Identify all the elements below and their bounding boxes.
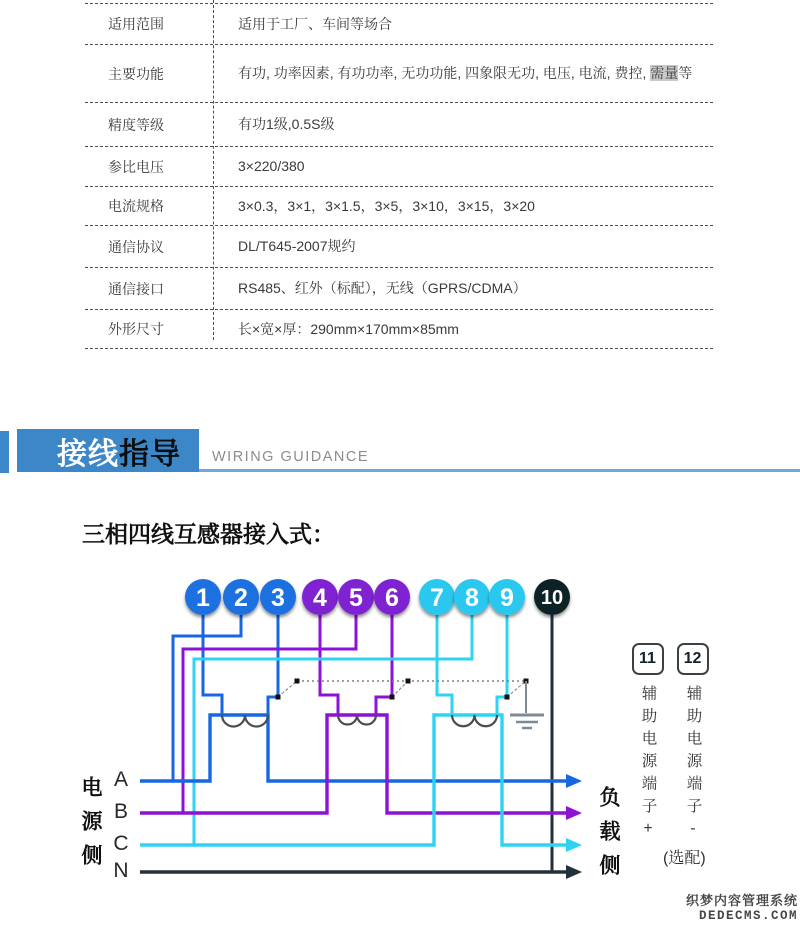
spec-row-value: 3×220/380 (238, 158, 305, 174)
terminal-number: 8 (465, 584, 479, 612)
wire-terminal-6 (376, 615, 392, 715)
phase-label-a: A (113, 768, 128, 791)
terminal-circles (185, 579, 570, 615)
spec-row (85, 147, 713, 187)
spec-table-column-divider (213, 0, 214, 340)
spec-row-value: DL/T645-2007规约 (238, 238, 356, 254)
spec-row-label: 参比电压 (108, 158, 164, 175)
wire-terminal-3 (268, 615, 278, 715)
source-side-label: 电源侧 (79, 776, 102, 878)
header-accent-bar (0, 431, 9, 473)
spec-row (85, 4, 713, 45)
aux-terminals (625, 643, 715, 844)
terminal-number: 9 (500, 584, 514, 612)
terminal-number: 3 (271, 584, 285, 612)
load-side-label: 负载侧 (597, 786, 620, 888)
arrow-b (566, 806, 582, 820)
wire-terminal-7 (437, 615, 452, 715)
spec-row-label: 通信接口 (108, 280, 164, 297)
spec-row-value: RS485、红外（标配），无线（GPRS/CDMA） (238, 280, 527, 296)
spec-row-value: 有功1级,0.5S级 (238, 116, 335, 132)
terminal-number: 4 (313, 584, 327, 612)
spec-row (85, 226, 713, 268)
phase-label-n: N (113, 859, 129, 882)
terminal-number: 10 (540, 587, 564, 609)
aux-terminal-label: 辅助电源端子- (684, 685, 702, 844)
ct-coils (222, 715, 497, 727)
highlighted-text: 需量 (650, 65, 679, 81)
aux-terminal-number: 11 (632, 643, 664, 675)
link-diagonal-a (278, 681, 297, 697)
wire-terminal-4 (320, 615, 338, 715)
spec-row-label: 通信协议 (108, 238, 164, 255)
phase-label-b: B (113, 800, 128, 823)
section-subtitle: WIRING GUIDANCE (212, 449, 370, 465)
arrow-c (566, 838, 582, 852)
terminal-number: 5 (349, 584, 363, 612)
terminal-number: 1 (196, 584, 210, 612)
section-title-primary: 接线 (57, 437, 119, 471)
spec-row-value: 适用于工厂、车间等场合 (238, 15, 392, 32)
aux-terminal-label: 辅助电源端子+ (639, 685, 657, 844)
watermark-en: DEDECMS.COM (698, 909, 798, 923)
spec-table (85, 3, 713, 349)
spec-row-value: 长×宽×厚：290mm×170mm×85mm (238, 320, 459, 337)
spec-row-label: 电流规格 (108, 198, 164, 214)
header-underline (199, 469, 800, 472)
spec-row-value: 有功, 功率因素, 有功功率, 无功功能, 四象限无功, 电压, 电流, 费控, 需量等 (238, 65, 693, 81)
spec-row (85, 310, 713, 349)
phase-lines (140, 715, 582, 879)
ct-coil-a (222, 715, 268, 727)
optional-note: (选配) (663, 850, 706, 867)
wire-terminal-9 (497, 615, 507, 715)
spec-row (85, 268, 713, 310)
spec-row (85, 187, 713, 226)
phase-label-c: C (113, 832, 129, 855)
spec-row-label: 外形尺寸 (108, 321, 164, 337)
arrow-n (566, 865, 582, 879)
spec-row-value: 3×0.3，3×1，3×1.5，3×5，3×10，3×15，3×20 (238, 197, 535, 214)
spec-row-label: 精度等级 (108, 116, 164, 133)
spec-row-label: 适用范围 (108, 16, 164, 32)
spec-row-label: 主要功能 (108, 65, 164, 82)
terminal-number: 7 (430, 584, 444, 612)
aux-terminal-12 (670, 643, 715, 844)
spec-row (85, 103, 713, 147)
spec-row (85, 45, 713, 103)
aux-terminal-number: 12 (677, 643, 709, 675)
watermark-cn: 织梦内容管理系统 (685, 893, 798, 908)
section-title-secondary: 指导 (119, 437, 181, 471)
link-diagonal-c (507, 681, 526, 697)
diagram-title: 三相四线互感器接入式： (82, 521, 335, 547)
terminal-wires (173, 615, 552, 872)
ground-symbol (510, 681, 544, 728)
terminal-number: 2 (234, 584, 248, 612)
terminal-number: 6 (385, 584, 399, 612)
section-header (17, 429, 199, 472)
arrow-a (566, 774, 582, 788)
earth-link (276, 679, 545, 729)
wire-terminal-1 (203, 615, 222, 715)
aux-terminal-11 (625, 643, 670, 844)
watermark (686, 890, 798, 923)
